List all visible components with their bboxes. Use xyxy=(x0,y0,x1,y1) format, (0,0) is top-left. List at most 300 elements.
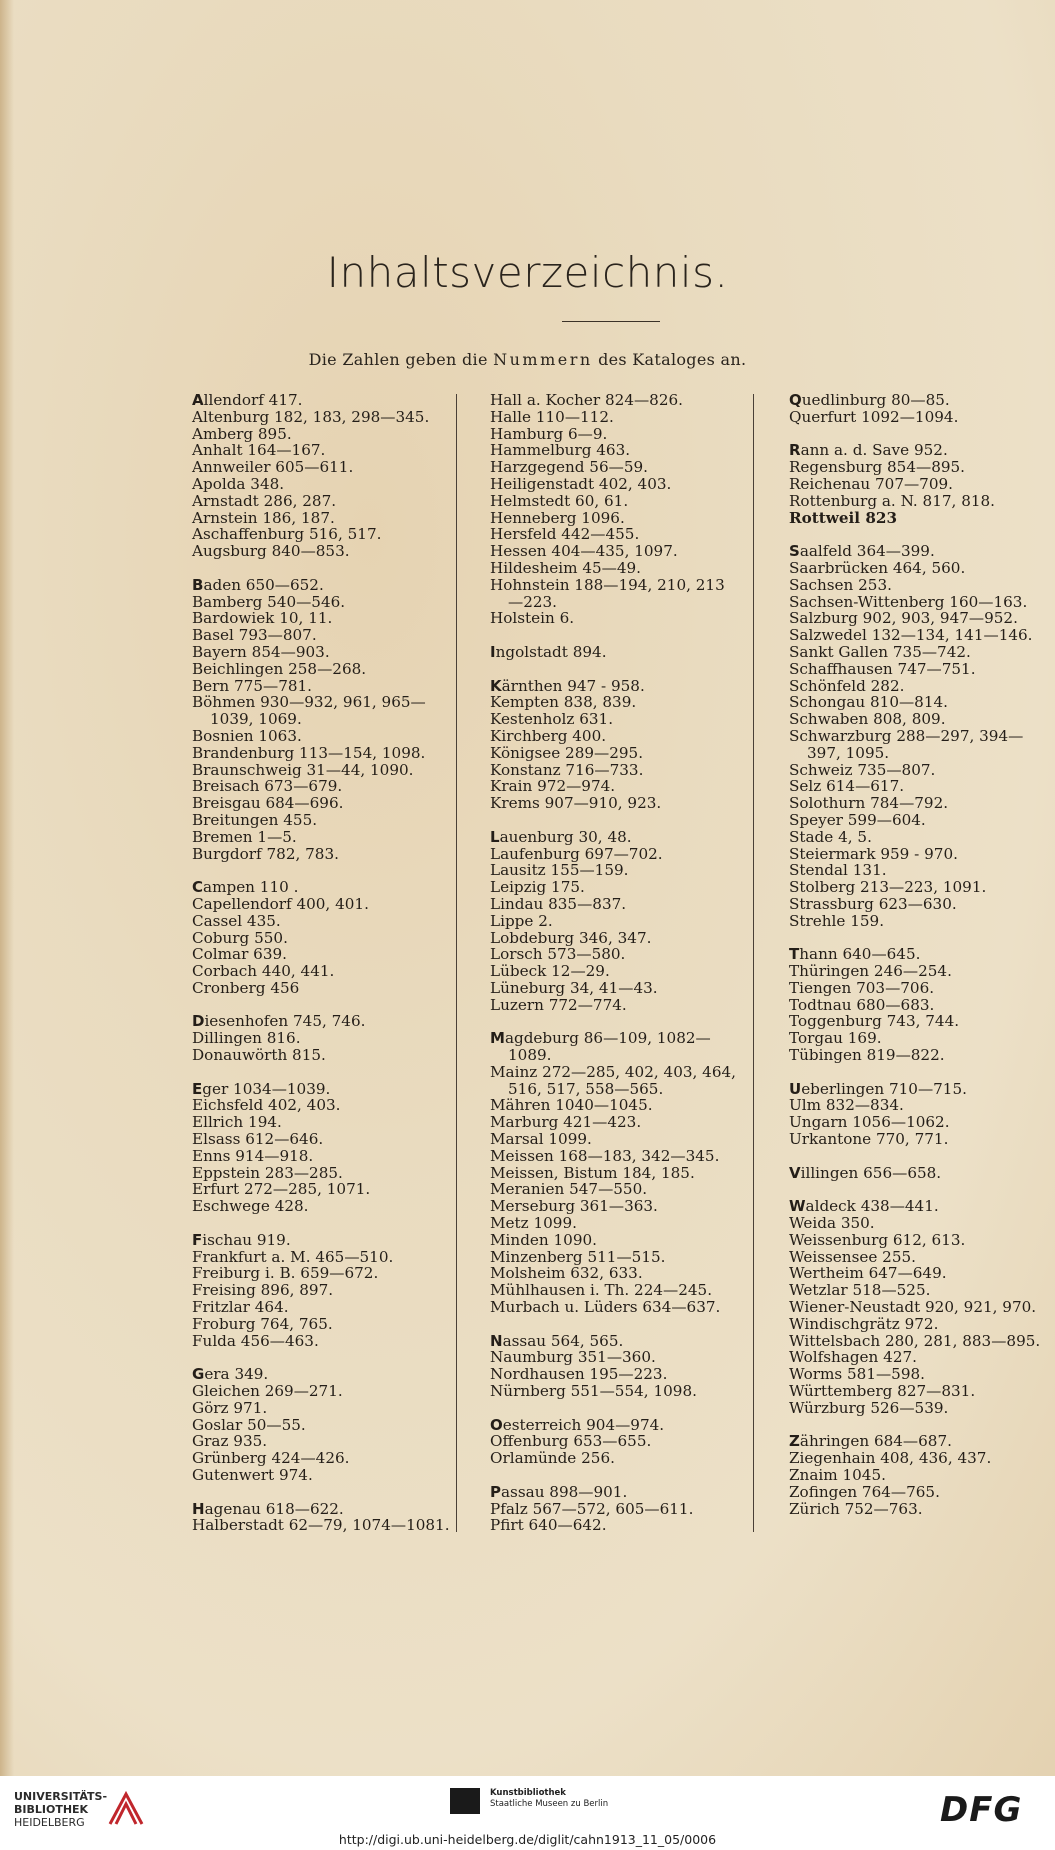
entry-text: uedlinburg 80—85. xyxy=(801,391,950,409)
index-entry xyxy=(192,1198,450,1215)
entry-text: Nordhausen 195—223. xyxy=(490,1365,668,1384)
entry-initial: Q xyxy=(789,391,802,409)
entry-text: Mähren 1040—1045. xyxy=(490,1096,653,1115)
entry-text: Ulm 832—834. xyxy=(789,1096,904,1115)
entry-text: Sachsen-Wittenberg 160—163. xyxy=(789,592,1028,611)
index-entry xyxy=(789,997,1051,1014)
entry-text: Lindau 835—837. xyxy=(490,894,627,913)
index-entry xyxy=(789,493,1051,510)
index-entry xyxy=(789,1400,1051,1417)
entry-text: Mühlhausen i. Th. 224—245. xyxy=(490,1281,713,1300)
entry-text: ngolstadt 894. xyxy=(495,642,607,661)
entry-text: Bremen 1—5. xyxy=(192,827,297,846)
index-entry xyxy=(789,980,1051,997)
entry-initial: B xyxy=(192,575,204,594)
entry-text: Brandenburg 113—154, 1098. xyxy=(192,743,426,762)
entry-text: Holstein 6. xyxy=(490,609,575,628)
entry-text: Weissensee 255. xyxy=(789,1247,916,1266)
entry-text: Lübeck 12—29. xyxy=(490,962,610,981)
index-entry xyxy=(490,526,748,543)
index-entry xyxy=(192,1467,450,1484)
index-entry xyxy=(490,610,748,627)
index-entry xyxy=(789,1316,1051,1333)
index-entry xyxy=(490,879,748,896)
index-entry xyxy=(490,1097,748,1114)
index-entry xyxy=(789,829,1051,846)
subtitle xyxy=(0,350,1055,369)
index-entry xyxy=(789,442,1051,459)
entry-text: Arnstadt 286, 287. xyxy=(192,491,337,510)
index-entry xyxy=(490,510,748,527)
index-entry xyxy=(789,1215,1051,1232)
entry-text: Regensburg 854—895. xyxy=(789,458,966,477)
index-entry xyxy=(490,896,748,913)
entry-text: Annweiler 605—611. xyxy=(192,458,354,477)
index-column-1 xyxy=(192,392,450,1534)
entry-text: Stolberg 213—223, 1091. xyxy=(789,878,987,897)
entry-text: Schongau 810—814. xyxy=(789,693,948,712)
entry-initial: L xyxy=(490,827,500,846)
entry-text: agdeburg 86—109, 1082— xyxy=(504,1029,711,1048)
entry-text: Apolda 348. xyxy=(192,474,285,493)
index-entry xyxy=(789,913,1051,930)
entry-text: Selz 614—617. xyxy=(789,777,905,796)
index-entry xyxy=(192,476,450,493)
index-entry xyxy=(490,694,748,711)
index-entry xyxy=(192,1047,450,1064)
subtitle-part1: Die Zahlen geben die xyxy=(308,350,488,369)
index-entry xyxy=(192,426,450,443)
index-entry xyxy=(789,762,1051,779)
entry-text: Froburg 764, 765. xyxy=(192,1314,333,1333)
entry-text: aden 650—652. xyxy=(203,575,324,594)
entry-text: assau 898—901. xyxy=(501,1482,628,1501)
index-entry xyxy=(192,661,450,678)
index-entry xyxy=(490,1047,748,1064)
entry-text: Goslar 50—55. xyxy=(192,1415,306,1434)
entry-text: Cronberg 456 xyxy=(192,978,300,997)
index-entry xyxy=(789,459,1051,476)
entry-text: Torgau 169. xyxy=(789,1029,882,1048)
index-entry xyxy=(789,560,1051,577)
index-entry xyxy=(192,1316,450,1333)
index-entry xyxy=(490,426,748,443)
entry-text: Znaim 1045. xyxy=(789,1466,886,1484)
entry-initial: S xyxy=(789,542,800,561)
index-entry xyxy=(490,1333,748,1350)
index-entry xyxy=(789,661,1051,678)
entry-text: Cassel 435. xyxy=(192,911,281,930)
entry-text: Henneberg 1096. xyxy=(490,508,625,527)
entry-text: Gleichen 269—271. xyxy=(192,1382,343,1401)
index-entry xyxy=(192,577,450,594)
entry-text: Amberg 895. xyxy=(192,424,292,443)
ub-logo-line2: BIBLIOTHEK xyxy=(14,1803,89,1816)
page-title: Inhaltsverzeichnis. xyxy=(326,248,729,297)
index-entry xyxy=(192,627,450,644)
entry-text: Schwaben 808, 809. xyxy=(789,710,946,729)
index-entry xyxy=(789,896,1051,913)
entry-text: Görz 971. xyxy=(192,1398,268,1417)
entry-text: Breisgau 684—696. xyxy=(192,794,344,813)
entry-text: Strassburg 623—630. xyxy=(789,894,957,913)
index-entry xyxy=(789,1265,1051,1282)
dfg-logo[interactable]: DFG xyxy=(940,1790,1023,1830)
kb-line2: Staatliche Museen zu Berlin xyxy=(490,1799,609,1809)
column-divider-1 xyxy=(456,394,457,1532)
entry-text: Ziegenhain 408, 436, 437. xyxy=(789,1449,992,1468)
entry-text: Wertheim 647—649. xyxy=(789,1264,947,1283)
index-entry xyxy=(490,1484,748,1501)
entry-text: Marburg 421—423. xyxy=(490,1113,642,1132)
entry-text: Bamberg 540—546. xyxy=(192,592,346,611)
index-entry xyxy=(789,963,1051,980)
entry-text: Lorsch 573—580. xyxy=(490,945,626,964)
entry-text: Metz 1099. xyxy=(490,1214,577,1233)
subtitle-spaced-word: Nummern xyxy=(493,350,593,369)
entry-initial: I xyxy=(490,642,496,661)
index-entry xyxy=(789,1383,1051,1400)
index-entry xyxy=(192,711,450,728)
index-entry xyxy=(490,930,748,947)
index-entry xyxy=(192,1165,450,1182)
entry-text: Dillingen 816. xyxy=(192,1029,301,1048)
index-entry xyxy=(789,1114,1051,1131)
entry-text: Murbach u. Lüders 634—637. xyxy=(490,1298,721,1317)
entry-text: ampen 110 . xyxy=(203,878,299,897)
entry-text: Ungarn 1056—1062. xyxy=(789,1113,950,1132)
index-entry xyxy=(490,728,748,745)
index-entry xyxy=(789,1081,1051,1098)
entry-text: Lobdeburg 346, 347. xyxy=(490,928,652,947)
entry-text: Windischgrätz 972. xyxy=(789,1314,939,1333)
index-column-2 xyxy=(490,392,748,1534)
index-entry xyxy=(192,459,450,476)
entry-text: Enns 914—918. xyxy=(192,1146,314,1165)
entry-initial: E xyxy=(192,1079,203,1098)
index-entry xyxy=(490,1030,748,1047)
entry-initial: A xyxy=(192,391,204,409)
entry-text: Corbach 440, 441. xyxy=(192,962,335,981)
index-entry xyxy=(789,476,1051,493)
entry-text: Tübingen 819—822. xyxy=(789,1046,945,1065)
index-entry xyxy=(490,1148,748,1165)
index-entry xyxy=(490,778,748,795)
entry-text: Hamburg 6—9. xyxy=(490,424,608,443)
index-entry xyxy=(192,728,450,745)
entry-text: Fritzlar 464. xyxy=(192,1298,289,1317)
entry-text: Aschaffenburg 516, 517. xyxy=(192,525,382,544)
index-entry xyxy=(789,778,1051,795)
index-entry xyxy=(490,829,748,846)
index-entry xyxy=(192,1131,450,1148)
index-entry xyxy=(490,1417,748,1434)
entry-text: Harzgegend 56—59. xyxy=(490,458,648,477)
index-entry xyxy=(789,627,1051,644)
index-entry xyxy=(490,762,748,779)
entry-text: Halle 110—112. xyxy=(490,407,614,426)
index-entry xyxy=(490,594,748,611)
index-entry xyxy=(490,1366,748,1383)
index-entry xyxy=(192,1114,450,1131)
entry-text: aldeck 438—441. xyxy=(805,1197,939,1216)
kb-line1: Kunstbibliothek xyxy=(490,1788,566,1798)
entry-initial: R xyxy=(789,441,801,460)
index-entry xyxy=(192,1299,450,1316)
index-entry xyxy=(192,1333,450,1350)
entry-text: Steiermark 959 - 970. xyxy=(789,844,958,863)
entry-text: Pfirt 640—642. xyxy=(490,1516,607,1535)
index-entry xyxy=(789,946,1051,963)
index-entry xyxy=(789,745,1051,762)
kunstbibliothek-logo-icon[interactable] xyxy=(450,1788,480,1814)
entry-text: Sankt Gallen 735—742. xyxy=(789,642,971,661)
index-entry xyxy=(789,1501,1051,1518)
index-entry xyxy=(192,1517,450,1534)
entry-text: Bardowiek 10, 11. xyxy=(192,609,333,628)
entry-text: Hildesheim 45—49. xyxy=(490,558,641,577)
index-entry xyxy=(789,812,1051,829)
index-entry xyxy=(192,678,450,695)
index-entry xyxy=(789,1198,1051,1215)
entry-text: Burgdorf 782, 783. xyxy=(192,844,339,863)
entry-text: Todtnau 680—683. xyxy=(789,995,935,1014)
entry-text: eberlingen 710—715. xyxy=(801,1079,967,1098)
entry-text: Querfurt 1092—1094. xyxy=(789,407,959,426)
index-entry xyxy=(192,762,450,779)
entry-text: Halberstadt 62—79, 1074—1081. xyxy=(192,1516,450,1535)
entry-text: Lüneburg 34, 41—43. xyxy=(490,978,658,997)
index-entry xyxy=(490,1282,748,1299)
index-entry xyxy=(192,694,450,711)
entry-text: Breitungen 455. xyxy=(192,810,318,829)
index-entry xyxy=(192,1181,450,1198)
entry-text: Wittelsbach 280, 281, 883—895. xyxy=(789,1331,1041,1350)
entry-text: ischau 919. xyxy=(202,1230,291,1249)
entry-text: 1089. xyxy=(508,1046,552,1065)
entry-initial: M xyxy=(490,1029,505,1048)
entry-text: Kirchberg 400. xyxy=(490,726,607,745)
entry-initial: T xyxy=(789,945,800,964)
entry-text: Ellrich 194. xyxy=(192,1113,282,1132)
index-entry xyxy=(789,543,1051,560)
index-entry xyxy=(789,1232,1051,1249)
entry-text: Mainz 272—285, 402, 403, 464, xyxy=(490,1062,736,1081)
index-entry xyxy=(490,1249,748,1266)
entry-text: iesenhofen 745, 746. xyxy=(204,1012,366,1031)
page-url[interactable]: http://digi.ub.uni-heidelberg.de/diglit/cahn1913_11_05/0006 xyxy=(338,1832,717,1847)
index-entry xyxy=(192,1013,450,1030)
index-entry xyxy=(490,1131,748,1148)
index-entry xyxy=(192,1417,450,1434)
entry-initial: U xyxy=(789,1079,802,1098)
index-entry xyxy=(789,1030,1051,1047)
entry-text: Bosnien 1063. xyxy=(192,726,302,745)
entry-text: Bayern 854—903. xyxy=(192,642,330,661)
index-entry xyxy=(789,1299,1051,1316)
index-entry xyxy=(490,1501,748,1518)
entry-text: ger 1034—1039. xyxy=(202,1079,331,1098)
entry-text: Wiener-Neustadt 920, 921, 970. xyxy=(789,1298,1037,1317)
entry-text: ärnthen 947 - 958. xyxy=(501,676,645,695)
entry-initial: N xyxy=(490,1331,503,1350)
index-entry xyxy=(490,1232,748,1249)
index-entry xyxy=(192,963,450,980)
entry-text: Merseburg 361—363. xyxy=(490,1197,658,1216)
entry-text: Salzwedel 132—134, 141—146. xyxy=(789,626,1033,645)
entry-text: Augsburg 840—853. xyxy=(192,542,350,561)
entry-text: hann 640—645. xyxy=(799,945,921,964)
entry-text: Minzenberg 511—515. xyxy=(490,1247,666,1266)
index-entry xyxy=(192,930,450,947)
index-entry xyxy=(490,980,748,997)
entry-text: Arnstein 186, 187. xyxy=(192,508,335,527)
index-entry xyxy=(789,862,1051,879)
entry-text: Beichlingen 258—268. xyxy=(192,659,367,678)
entry-text: ann a. d. Save 952. xyxy=(800,441,948,460)
entry-text: 1039, 1069. xyxy=(210,710,302,729)
entry-text: Worms 581—598. xyxy=(789,1365,925,1384)
index-entry xyxy=(789,678,1051,695)
subtitle-part2: des Kataloges an. xyxy=(598,350,747,369)
index-entry xyxy=(789,728,1051,745)
entry-text: Luzern 772—774. xyxy=(490,995,627,1014)
entry-text: Freising 896, 897. xyxy=(192,1281,334,1300)
entry-text: Braunschweig 31—44, 1090. xyxy=(192,760,414,779)
index-entry xyxy=(192,896,450,913)
entry-text: Breisach 673—679. xyxy=(192,777,343,796)
index-entry xyxy=(192,778,450,795)
entry-text: Toggenburg 743, 744. xyxy=(789,1012,960,1031)
entry-text: Capellendorf 400, 401. xyxy=(192,894,369,913)
index-entry xyxy=(490,1517,748,1534)
entry-text: Schweiz 735—807. xyxy=(789,760,936,779)
entry-text: Grünberg 424—426. xyxy=(192,1449,350,1468)
entry-text: Helmstedt 60, 61. xyxy=(490,491,629,510)
index-entry xyxy=(490,577,748,594)
entry-text: Orlamünde 256. xyxy=(490,1449,615,1468)
entry-text: agenau 618—622. xyxy=(204,1499,344,1518)
index-entry xyxy=(789,644,1051,661)
index-entry xyxy=(789,594,1051,611)
index-entry xyxy=(192,543,450,560)
entry-text: —223. xyxy=(508,592,558,611)
index-entry xyxy=(192,1450,450,1467)
index-entry xyxy=(192,526,450,543)
index-entry xyxy=(789,1484,1051,1501)
index-entry xyxy=(490,1081,748,1098)
index-entry xyxy=(192,879,450,896)
entry-initial: W xyxy=(789,1197,806,1216)
ub-heidelberg-logo[interactable] xyxy=(14,1790,107,1829)
index-entry xyxy=(490,997,748,1014)
entry-text: Sachsen 253. xyxy=(789,575,892,594)
entry-text: Altenburg 182, 183, 298—345. xyxy=(192,407,430,426)
index-entry xyxy=(192,1097,450,1114)
column-divider-2 xyxy=(753,394,754,1532)
entry-text: Meranien 547—550. xyxy=(490,1180,648,1199)
index-entry xyxy=(192,913,450,930)
entry-text: era 349. xyxy=(204,1365,269,1384)
entry-text: Hall a. Kocher 824—826. xyxy=(490,391,683,409)
entry-text: Lausitz 155—159. xyxy=(490,861,629,880)
entry-text: Rottenburg a. N. 817, 818. xyxy=(789,491,996,510)
entry-text: Kempten 838, 839. xyxy=(490,693,637,712)
entry-initial: P xyxy=(490,1482,501,1501)
index-entry xyxy=(192,745,450,762)
index-entry xyxy=(192,1366,450,1383)
entry-text: esterreich 904—974. xyxy=(502,1415,665,1434)
index-entry xyxy=(789,1333,1051,1350)
entry-initial: O xyxy=(490,1415,503,1434)
entry-text: Meissen 168—183, 342—345. xyxy=(490,1146,720,1165)
entry-text: Graz 935. xyxy=(192,1432,268,1451)
index-entry xyxy=(490,795,748,812)
index-entry xyxy=(789,1433,1051,1450)
entry-text: Speyer 599—604. xyxy=(789,810,926,829)
index-entry xyxy=(490,493,748,510)
entry-text: Böhmen 930—932, 961, 965— xyxy=(192,693,426,712)
index-entry xyxy=(789,879,1051,896)
entry-text: Solothurn 784—792. xyxy=(789,794,949,813)
entry-text: Wolfshagen 427. xyxy=(789,1348,917,1367)
entry-text: Zofingen 764—765. xyxy=(789,1482,940,1501)
index-entry xyxy=(789,1047,1051,1064)
index-entry xyxy=(490,1215,748,1232)
index-entry xyxy=(192,610,450,627)
entry-text: Leipzig 175. xyxy=(490,878,585,897)
index-entry xyxy=(490,913,748,930)
index-entry xyxy=(490,442,748,459)
entry-text: Zürich 752—763. xyxy=(789,1499,923,1518)
index-entry xyxy=(192,1232,450,1249)
entry-text: Württemberg 827—831. xyxy=(789,1382,976,1401)
entry-text: Laufenburg 697—702. xyxy=(490,844,663,863)
index-entry xyxy=(192,644,450,661)
entry-text: 516, 517, 558—565. xyxy=(508,1079,664,1098)
index-entry xyxy=(192,493,450,510)
entry-text: Pfalz 567—572, 605—611. xyxy=(490,1499,694,1518)
index-entry xyxy=(490,1349,748,1366)
entry-initial: D xyxy=(192,1012,205,1031)
kunstbibliothek-text xyxy=(490,1788,608,1810)
entry-text: Coburg 550. xyxy=(192,928,288,947)
index-entry xyxy=(192,1030,450,1047)
entry-text: illingen 656—658. xyxy=(800,1163,942,1182)
index-entry xyxy=(192,1501,450,1518)
entry-text: Schwarzburg 288—297, 394— xyxy=(789,726,1024,745)
entry-initial: G xyxy=(192,1365,205,1384)
entry-text: assau 564, 565. xyxy=(502,1331,624,1350)
entry-text: Rottweil 823 xyxy=(789,508,898,527)
index-entry xyxy=(789,795,1051,812)
entry-text: Nürnberg 551—554, 1098. xyxy=(490,1382,697,1401)
index-entry xyxy=(789,1282,1051,1299)
entry-text: Naumburg 351—360. xyxy=(490,1348,656,1367)
index-entry xyxy=(789,1013,1051,1030)
entry-text: Hersfeld 442—455. xyxy=(490,525,640,544)
entry-text: Würzburg 526—539. xyxy=(789,1398,949,1417)
entry-text: Krain 972—974. xyxy=(490,777,616,796)
entry-text: Strehle 159. xyxy=(789,911,885,930)
index-entry xyxy=(490,409,748,426)
index-entry xyxy=(192,1148,450,1165)
entry-text: Donauwörth 815. xyxy=(192,1046,326,1065)
index-entry xyxy=(192,829,450,846)
index-entry xyxy=(490,1299,748,1316)
index-entry xyxy=(490,543,748,560)
index-entry xyxy=(789,1450,1051,1467)
